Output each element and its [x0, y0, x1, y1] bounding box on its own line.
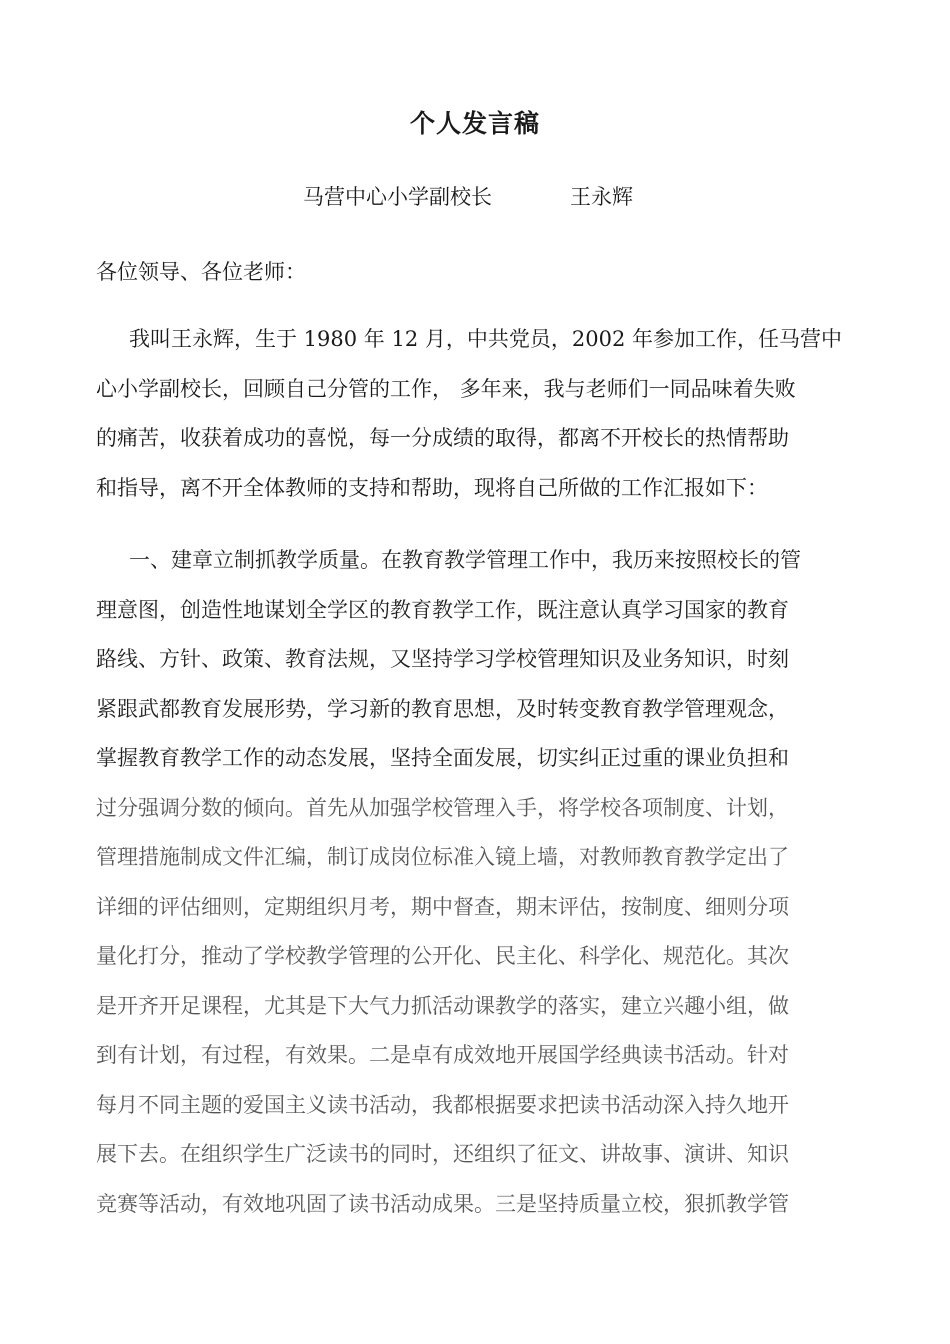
paragraph-line: 路线、方针、政策、教育法规，又坚持学习学校管理知识及业务知识，时刻: [96, 647, 789, 671]
paragraph-line: 量化打分，推动了学校教学管理的公开化、民主化、科学化、规范化。其次: [96, 944, 789, 968]
paragraph-line: 过分强调分数的倾向。首先从加强学校管理入手，将学校各项制度、计划，: [96, 795, 789, 820]
paragraph-line: 一、建章立制抓教学质量。在教育教学管理工作中，我历来按照校长的管: [129, 548, 801, 572]
paragraph-line: 详细的评估细则，定期组织月考，期中督查，期末评估，按制度、细则分项: [96, 894, 789, 919]
paragraph-line: 到有计划，有过程，有效果。二是卓有成效地开展国学经典读书活动。针对: [96, 1043, 789, 1067]
document-title: 个人发言稿: [409, 109, 540, 138]
paragraph-line: 我叫王永辉，生于 1980 年 12 月，中共党员，2002 年参加工作，任马营中: [129, 327, 842, 351]
paragraph-line: 每月不同主题的爱国主义读书活动，我都根据要求把读书活动深入持久地开: [96, 1092, 789, 1117]
paragraph-line: 心小学副校长，回顾自己分管的工作， 多年来，我与老师们一同品味着失败: [96, 376, 796, 401]
paragraph-line: 的痛苦，收获着成功的喜悦，每一分成绩的取得，都离不开校长的热情帮助: [96, 426, 789, 450]
paragraph-section-one: [96, 536, 856, 1229]
byline-role: 马营中心小学副校长: [303, 185, 492, 209]
paragraph-line: 和指导，离不开全体教师的支持和帮助，现将自己所做的工作汇报如下：: [96, 475, 768, 500]
paragraph-line: 掌握教育教学工作的动态发展，坚持全面发展，切实纠正过重的课业负担和: [96, 746, 789, 770]
paragraph-line: 是开齐开足课程，尤其是下大气力抓活动课教学的落实，建立兴趣小组，做: [96, 993, 789, 1018]
paragraph-line: 管理措施制成文件汇编，制订成岗位标准入镜上墙，对教师教育教学定出了: [96, 845, 789, 869]
byline-name: 王永辉: [570, 185, 633, 209]
paragraph-line: 展下去。在组织学生广泛读书的同时，还组织了征文、讲故事、演讲、知识: [96, 1142, 789, 1166]
paragraph-line: 竞赛等活动，有效地巩固了读书活动成果。三是坚持质量立校，狠抓教学管: [96, 1191, 789, 1216]
paragraph-line: 理意图，创造性地谋划全学区的教育教学工作，既注意认真学习国家的教育: [96, 597, 789, 622]
salutation: 各位领导、各位老师：: [96, 260, 306, 284]
byline: [303, 181, 633, 211]
paragraph-line: 紧跟武都教育发展形势，学习新的教育思想，及时转变教育教学管理观念，: [96, 696, 789, 721]
paragraph-intro: [96, 315, 856, 513]
